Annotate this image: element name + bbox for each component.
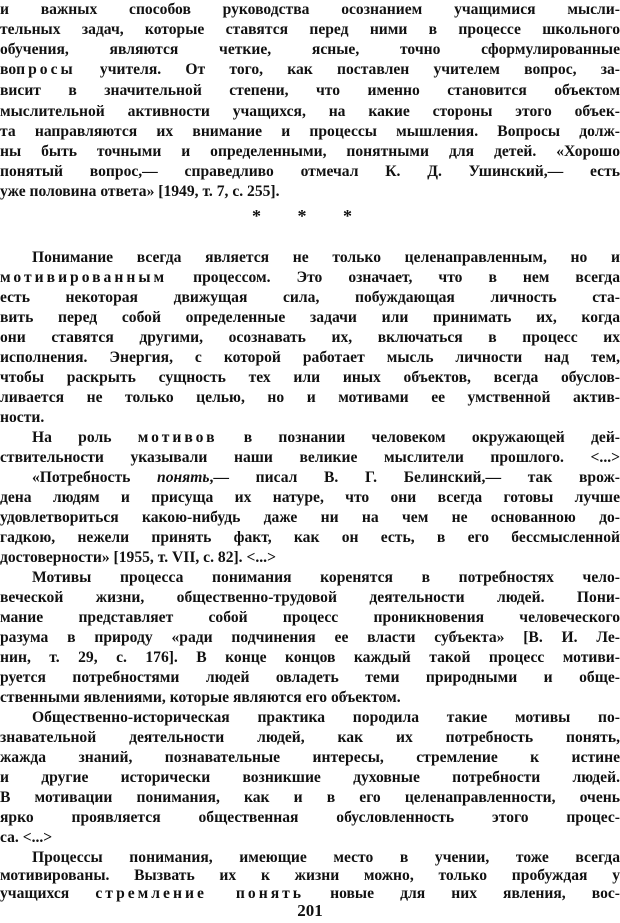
text-line: Мотивы процесса понимания коренятся в потребностях чело- [32,569,620,586]
text-line: и важных способов руководства осознанием учащимися мысли- [0,1,620,18]
text-line [0,268,620,288]
text-line: ственными явлениями, которые являются его объектом. [0,689,401,706]
text-line: они ставятся другими, осознавать их, включаться в процесс их [0,329,620,346]
text-line: знавательной деятельности людей, как их потребность понять, [0,729,620,746]
text-line: нин, т. 29, с. 176]. В конце концов каждый такой процесс мотиви- [0,649,620,666]
text-line: ливается не только целью, но и мотивами ее умственной актив- [0,389,620,406]
spaced-term: мотивированным [0,269,168,286]
text-line: обучения, являются четкие, ясные, точно сформулированные [0,41,620,58]
text-line: уже половина ответа» [1949, т. 7, с. 255]. [0,183,280,200]
text-line: Процессы понимания, имеющие место в учении, тоже всегда [32,849,620,866]
text-line: вить перед собой определенные задачи или принимать их, когда [0,309,620,326]
spaced-term: просы [16,61,76,78]
text-line: и другие исторически возникшие духовные потребности людей. [0,769,620,786]
text-line: дена людям и присуща их натуре, что они всегда готовы лучше [0,489,620,506]
text-line: понятый вопрос,— справедливо отмечал К. Д. Ушинский,— есть [0,163,620,180]
text-run: «Потребность [32,469,158,486]
text-run: новые для них явления, вос- [304,885,620,902]
text-line: мыслительной активности учащихся, на какие стороны этого объек- [0,103,620,120]
text-run: в познании человеком окружающей дей- [217,429,620,446]
text-line: ствительности указывали наши великие мыслители прошлого. <...> [0,449,620,466]
spaced-term: стремление понять [95,885,305,902]
text-line: ности. [0,409,45,426]
text-line: ярко проявляется общественная обусловленность этого процес- [0,809,620,826]
text-line: мание представляет собой процесс проникновения человеческого [0,609,620,626]
text-line [0,468,620,488]
text-line [0,60,620,80]
text-run: учащихся [0,885,96,902]
text-line: висит в значительной степени, что именно становится объектом [0,82,620,99]
text-line: В мотивации понимания, как и в его целенаправленности, очень [0,789,620,806]
text-line: мотивированы. Вызвать их к жизни можно, только пробуждая у [0,867,620,884]
text-line: тельных задач, которые ставятся перед ними в процессе школьного [0,21,620,38]
text-line: есть некоторая движущая сила, побуждающая личность ста- [0,289,620,306]
text-line: чтобы раскрыть сущность тех или иных объектов, всегда обуслов- [0,369,620,386]
text-line: ны быть точными и определенными, понятными для детей. «Хорошо [0,143,620,160]
text-line [0,428,620,448]
text-line: Общественно-историческая практика породила такие мотивы по- [32,709,620,726]
text-line: жажда знаний, познавательные интересы, стремление к истине [0,749,620,766]
text-line: та направляются их внимание и процессы мышления. Вопросы долж- [0,123,620,140]
text-line: Понимание всегда является не только целенаправленным, но и [32,249,620,266]
page-number: 201 [297,901,323,920]
italic-term: понять [157,469,210,486]
section-separator: * * * [252,206,368,226]
text-run: ,— писал В. Г. Белинский,— так врож- [209,469,620,486]
text-line: достоверности» [1955, т. VII, с. 82]. <...> [0,549,276,566]
text-line: са. <...> [0,829,53,846]
text-run: во [0,61,17,78]
text-line: гадкою, нежели принять факт, как он есть, в его бессмысленной [0,529,620,546]
text-line: веческой жизни, общественно-трудовой деятельности людей. Пони- [0,589,620,606]
text-line: удовлетвориться какою-нибудь даже ни на чем не основанною до- [0,509,620,526]
spaced-term: мотивов [137,429,218,446]
text-line: руется потребностями людей овладеть теми природными и обще- [0,669,620,686]
text-run: На роль [32,429,138,446]
text-line: разума в природу «ради подчинения ее власти субъекта» [В. И. Ле- [0,629,620,646]
text-run: учителя. От того, как поставлен учителем вопрос, за- [75,61,620,78]
text-run: процессом. Это означает, что в нем всегда [167,269,620,286]
text-line: исполнения. Энергия, с которой работает мысль личности над тем, [0,349,620,366]
